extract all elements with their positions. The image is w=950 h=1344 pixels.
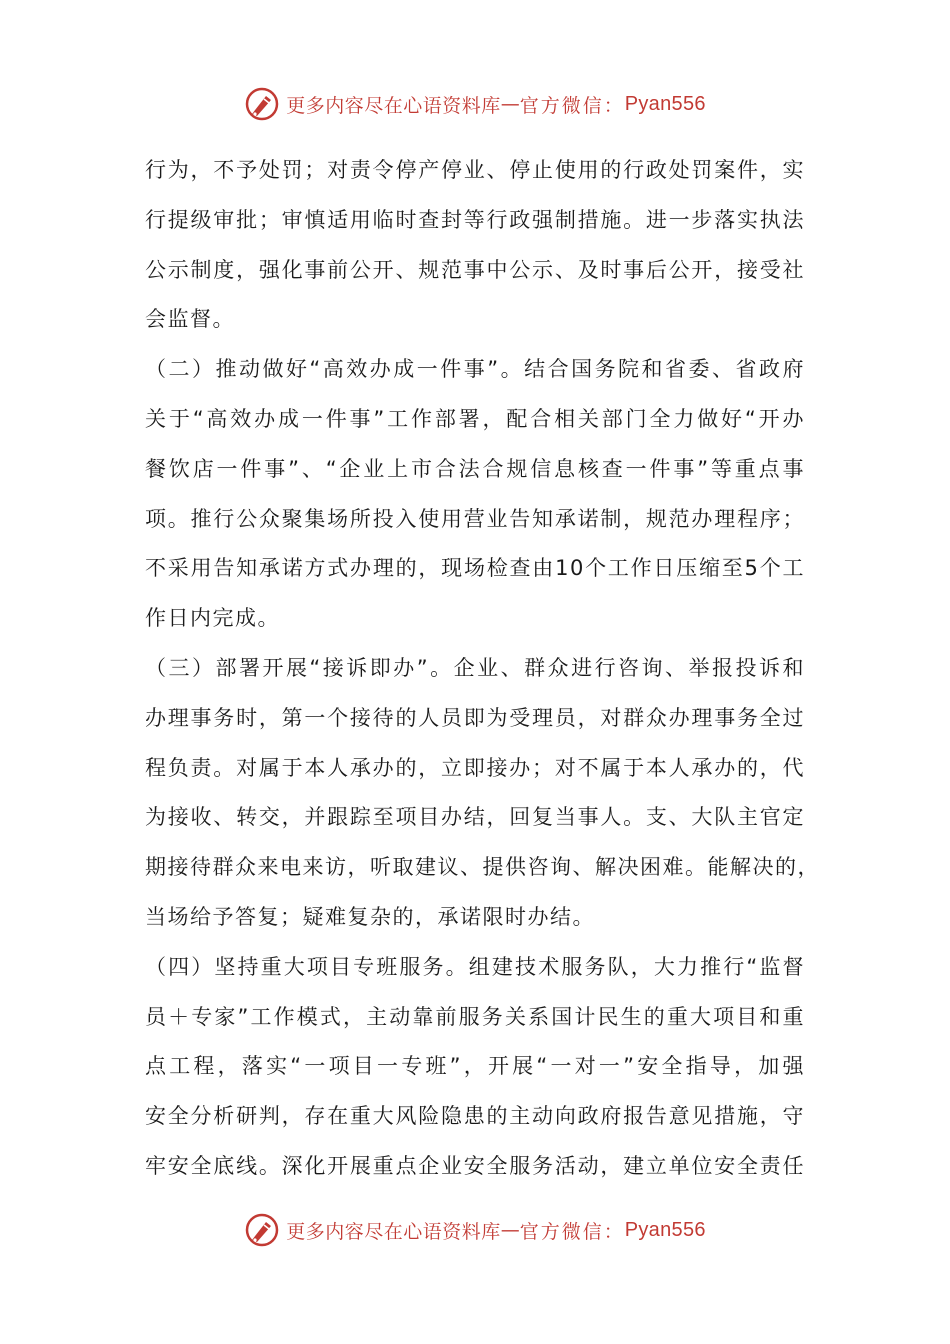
banner-site-name: 更多内容尽在心语资料库: [286, 94, 501, 117]
text-line: 程负责。对属于本人承办的，立即接办；对不属于本人承办的，代: [145, 755, 805, 780]
text-line: 关于“高效办成一件事”工作部署，配合相关部门全力做好“开办: [145, 406, 805, 431]
banner-dash: —: [500, 93, 520, 115]
text-line: 牢安全底线。深化开展重点企业安全服务活动，建立单位安全责任: [145, 1153, 805, 1178]
footer-banner: [0, 1208, 950, 1252]
text-line: 行提级审批；审慎适用临时查封等行政强制措施。进一步落实执法: [145, 207, 805, 232]
banner-wechat-id: Pyan556: [624, 1218, 706, 1241]
text-line: （三）部署开展“接诉即办”。企业、群众进行咨询、举报投诉和: [145, 655, 805, 680]
banner-site-name: 更多内容尽在心语资料库: [286, 1220, 501, 1243]
text-line: 员＋专家”工作模式，主动靠前服务关系国计民生的重大项目和重: [145, 1004, 805, 1029]
text-line: 当场给予答复；疑难复杂的，承诺限时办结。: [145, 904, 595, 929]
text-line: 点工程，落实“一项目一专班”，开展“一对一”安全指导，加强: [145, 1054, 805, 1079]
banner-dash: —: [500, 1219, 520, 1241]
text-line: 安全分析研判，存在重大风险隐患的主动向政府报告意见措施，守: [145, 1104, 805, 1129]
text-line: 期接待群众来电来访，听取建议、提供咨询、解决困难。能解决的，: [145, 855, 820, 880]
header-banner: [0, 82, 950, 126]
text-line: （二）推动做好“高效办成一件事”。结合国务院和省委、省政府: [145, 357, 805, 382]
banner-wechat-label: 官方微信：: [519, 1220, 625, 1243]
text-line: 会监督。: [145, 307, 235, 332]
text-line: 不采用告知承诺方式办理的，现场检查由10个工作日压缩至5个工: [145, 556, 805, 581]
text-line: 餐饮店一件事”、“企业上市合法合规信息核查一件事”等重点事: [145, 456, 805, 481]
banner-wechat-label: 官方微信：: [519, 94, 625, 117]
banner-wechat-id: Pyan556: [624, 92, 706, 115]
pen-nib-logo-icon: [244, 86, 280, 122]
document-body: [145, 146, 820, 1192]
text-line: 作日内完成。: [145, 606, 280, 631]
text-line: 公示制度，强化事前公开、规范事中公示、及时事后公开，接受社: [145, 257, 805, 282]
text-line: 办理事务时，第一个接待的人员即为受理员，对群众办理事务全过: [145, 705, 805, 730]
pen-nib-logo-icon: [244, 1212, 280, 1248]
text-line: 项。推行公众聚集场所投入使用营业告知承诺制，规范办理程序；: [145, 506, 805, 531]
text-line: 为接收、转交，并跟踪至项目办结，回复当事人。支、大队主官定: [145, 805, 805, 830]
text-line: （四）坚持重大项目专班服务。组建技术服务队，大力推行“监督: [145, 954, 805, 979]
text-line: 行为，不予处罚；对责令停产停业、停止使用的行政处罚案件，实: [145, 158, 805, 182]
